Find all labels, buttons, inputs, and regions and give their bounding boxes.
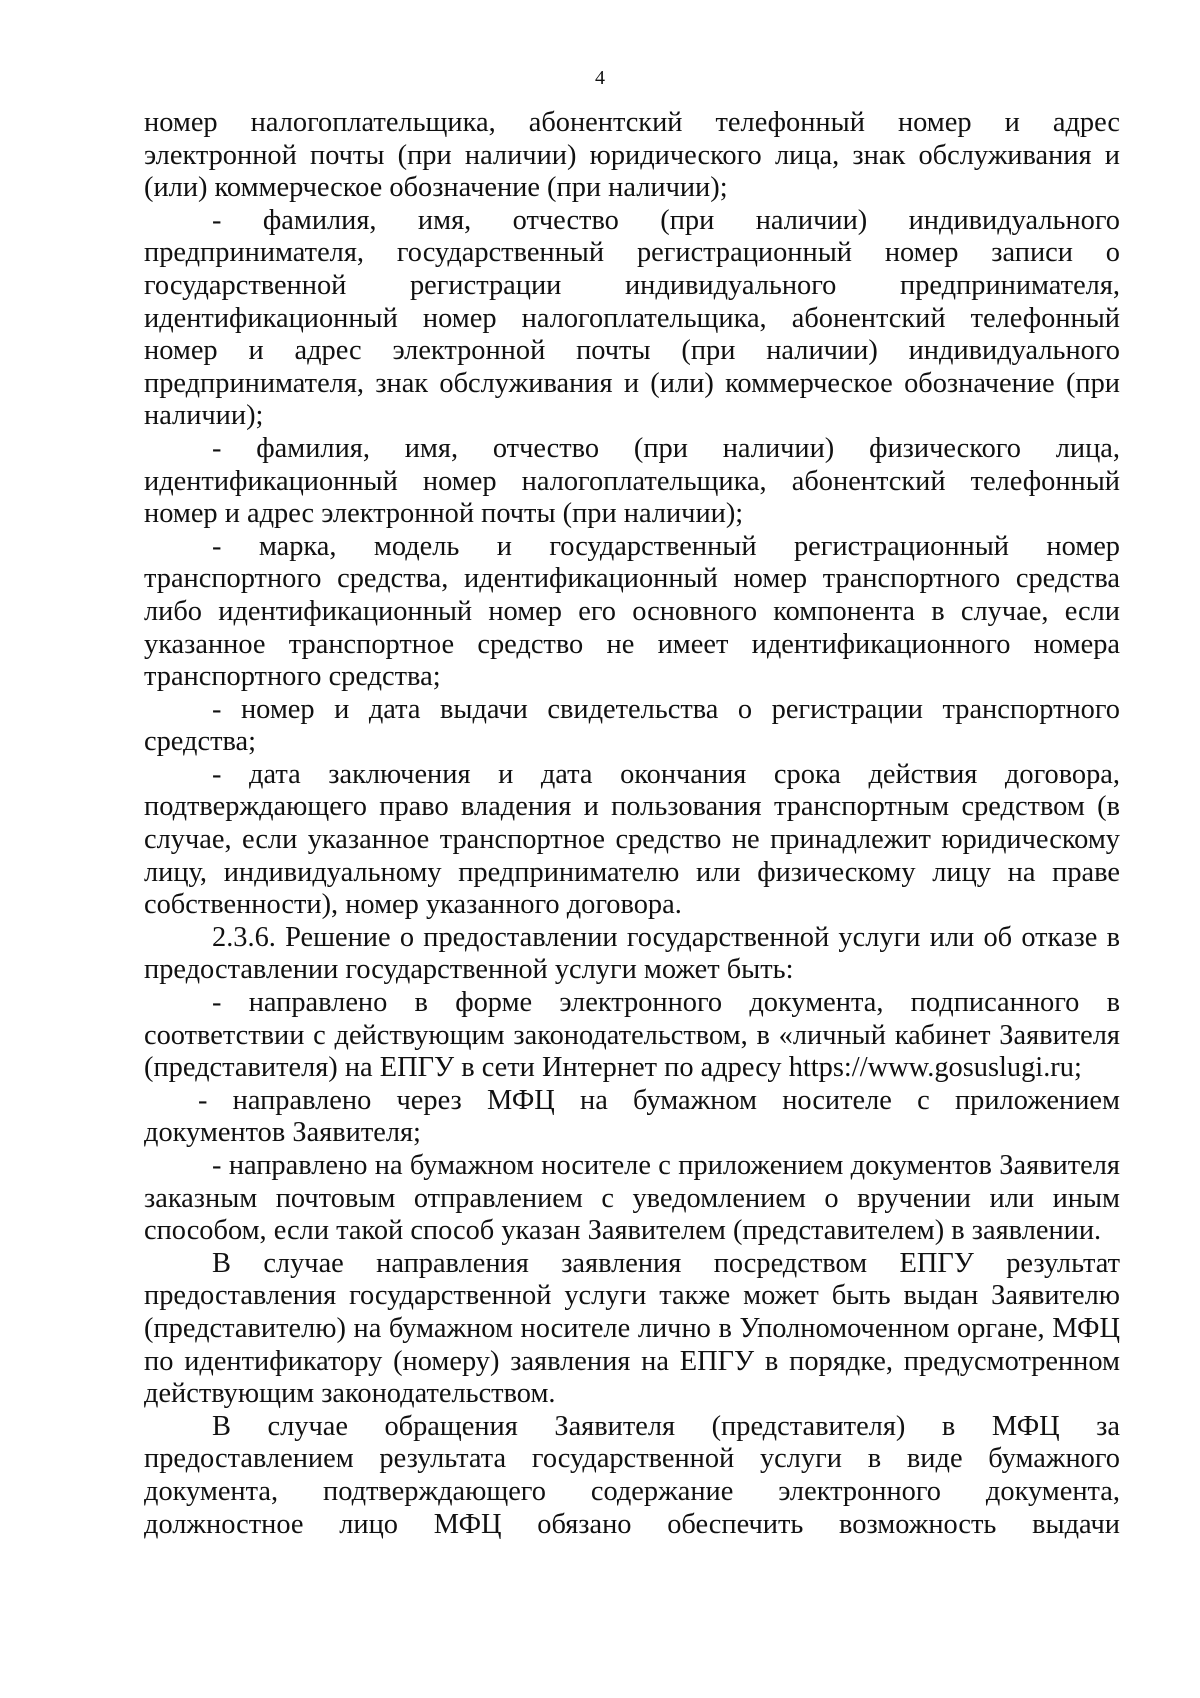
paragraph-9: - направлено через МФЦ на бумажном носителе с приложением документов Заявителя; <box>144 1084 1120 1149</box>
paragraph-11: В случае направления заявления посредством ЕПГУ результат предоставления государственной услуги также может быть выдан Заявителю (представителю) на бумажном носителе лично в Уполномоченном органе, МФЦ по идентификатору (номеру) заявления на ЕПГУ в порядке, предусмотренном действующим законодательством. <box>144 1247 1120 1410</box>
paragraph-4: - марка, модель и государственный регистрационный номер транспортного средства, идентификационный номер транспортного средства либо идентификационный номер его основного компонента в случае, если указанное транспортное средство не имеет идентификационного номера транспортного средства; <box>144 530 1120 693</box>
paragraph-6: - дата заключения и дата окончания срока действия договора, подтверждающего право владения и пользования транспортным средством (в случае, если указанное транспортное средство не принадлежит юридическому лицу, индивидуальному предпринимателю или физическому лицу на праве собственности), номер указанного договора. <box>144 758 1120 921</box>
paragraph-3: - фамилия, имя, отчество (при наличии) физического лица, идентификационный номер налогоплательщика, абонентский телефонный номер и адрес электронной почты (при наличии); <box>144 432 1120 530</box>
paragraph-1: номер налогоплательщика, абонентский телефонный номер и адрес электронной почты (при наличии) юридического лица, знак обслуживания и (или) коммерческое обозначение (при наличии); <box>144 107 1120 204</box>
paragraph-10: - направлено на бумажном носителе с приложением документов Заявителя заказным почтовым отправлением с уведомлением о вручении или иным способом, если такой способ указан Заявителем (представителем) в заявлении. <box>144 1150 1120 1247</box>
page-number: 4 <box>595 67 605 89</box>
paragraph-7: 2.3.6. Решение о предоставлении государственной услуги или об отказе в предоставлении государственной услуги может быть: <box>144 921 1120 986</box>
paragraph-12: В случае обращения Заявителя (представителя) в МФЦ за предоставлением результата государственной услуги в виде бумажного документа, подтверждающего содержание электронного документа, должностное лицо МФЦ обязано обеспечить возможность выдачи <box>144 1410 1120 1540</box>
paragraph-2: - фамилия, имя, отчество (при наличии) индивидуального предпринимателя, государственный регистрационный номер записи о государственной регистрации индивидуального предпринимателя, идентификационный номер налогоплательщика, абонентский телефонный номер и адрес электронной почты (при наличии) индивидуального предпринимателя, знак обслуживания и (или) коммерческое обозначение (при наличии); <box>144 204 1120 432</box>
paragraph-8: - направлено в форме электронного документа, подписанного в соответствии с действующим законодательством, в «личный кабинет Заявителя (представителя) на ЕПГУ в сети Интернет по адресу https://www.gosuslugi.ru; <box>144 987 1120 1084</box>
document-body <box>144 107 1120 1541</box>
paragraph-5: - номер и дата выдачи свидетельства о регистрации транспортного средства; <box>144 693 1120 758</box>
